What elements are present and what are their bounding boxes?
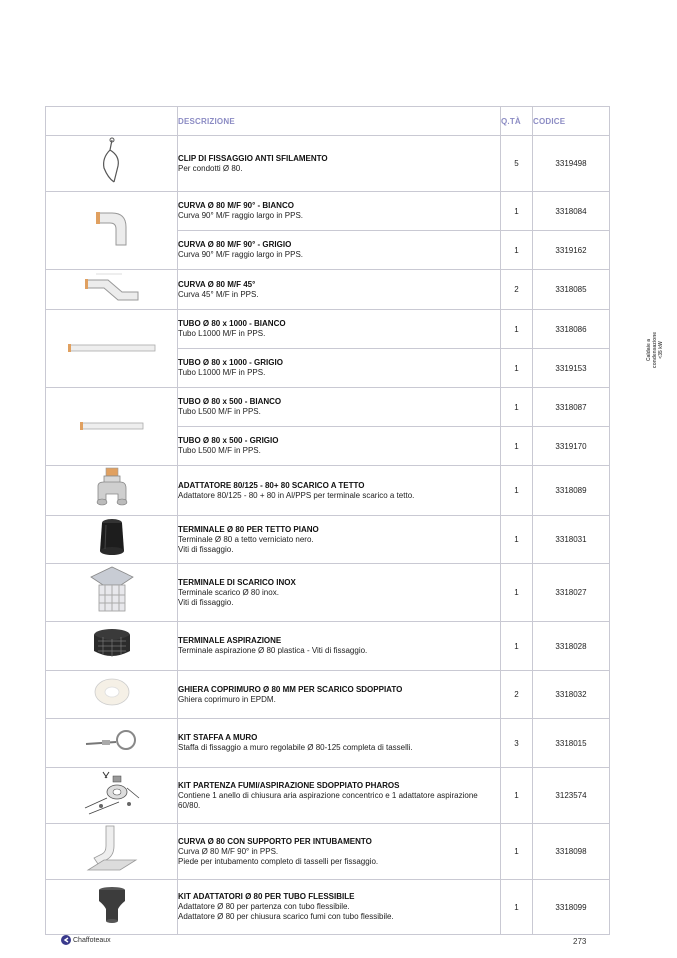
product-line: Adattatore Ø 80 per partenza con tubo flessibile. bbox=[178, 902, 350, 911]
product-line: Staffa di fissaggio a muro regolabile Ø 80-125 completa di tasselli. bbox=[178, 743, 413, 752]
header-image-cell bbox=[46, 107, 178, 136]
product-title: CURVA Ø 80 M/F 45° bbox=[178, 279, 256, 289]
product-line: Terminale Ø 80 a tetto verniciato nero. bbox=[178, 534, 314, 544]
product-qty: 1 bbox=[501, 824, 533, 880]
product-description bbox=[178, 427, 501, 466]
product-qty: 1 bbox=[501, 564, 533, 622]
product-line: Terminale scarico Ø 80 inox. bbox=[178, 587, 279, 597]
table-row bbox=[46, 310, 610, 349]
product-image-cell bbox=[46, 880, 178, 935]
product-title: KIT PARTENZA FUMI/ASPIRAZIONE SDOPPIATO PHAROS bbox=[178, 780, 400, 790]
product-description bbox=[178, 622, 501, 671]
product-qty: 1 bbox=[501, 427, 533, 466]
product-line: Contiene 1 anello di chiusura aria aspirazione concentrico e 1 adattatore aspirazione 60/80. bbox=[178, 790, 478, 810]
product-qty: 1 bbox=[501, 768, 533, 824]
long-pipe-icon bbox=[67, 343, 157, 353]
product-code: 3318085 bbox=[533, 270, 610, 310]
side-tab-label bbox=[646, 332, 664, 368]
product-title: TUBO Ø 80 x 1000 - BIANCO bbox=[178, 319, 286, 328]
product-image-cell bbox=[46, 671, 178, 719]
split-kit-icon bbox=[79, 768, 145, 818]
header-description: DESCRIZIONE bbox=[178, 107, 501, 136]
product-line: Ghiera coprimuro in EPDM. bbox=[178, 694, 276, 704]
product-title: KIT STAFFA A MURO bbox=[178, 733, 258, 742]
product-description bbox=[178, 192, 501, 231]
product-qty: 5 bbox=[501, 136, 533, 192]
product-title: ADATTATORE 80/125 - 80+ 80 SCARICO A TETTO bbox=[178, 480, 365, 490]
product-code: 3318098 bbox=[533, 824, 610, 880]
clip-icon bbox=[92, 136, 132, 186]
product-qty: 1 bbox=[501, 192, 533, 231]
page-number: 273 bbox=[573, 937, 587, 946]
product-code: 3318089 bbox=[533, 466, 610, 516]
product-qty: 1 bbox=[501, 349, 533, 388]
side-tab-line: condensazione bbox=[652, 331, 658, 369]
table-row bbox=[46, 516, 610, 564]
product-qty: 1 bbox=[501, 880, 533, 935]
product-line: Piede per intubamento completo di tasselli per fissaggio. bbox=[178, 856, 379, 866]
product-description bbox=[178, 516, 501, 564]
table-row bbox=[46, 824, 610, 880]
product-qty: 2 bbox=[501, 270, 533, 310]
product-qty: 1 bbox=[501, 466, 533, 516]
product-line: Terminale aspirazione Ø 80 plastica - Viti di fissaggio. bbox=[178, 646, 368, 655]
product-description bbox=[178, 310, 501, 349]
product-line: Viti di fissaggio. bbox=[178, 597, 234, 607]
product-description bbox=[178, 824, 501, 880]
brand-logo bbox=[61, 935, 111, 945]
product-code: 3318032 bbox=[533, 671, 610, 719]
elbow-45-icon bbox=[82, 270, 142, 304]
product-description bbox=[178, 768, 501, 824]
side-tab-line: <35 kW bbox=[658, 341, 664, 359]
header-qty: Q.TÀ bbox=[501, 107, 533, 136]
product-image-cell bbox=[46, 622, 178, 671]
table-row bbox=[46, 719, 610, 768]
product-code: 3319498 bbox=[533, 136, 610, 192]
table-row bbox=[46, 388, 610, 427]
product-line: Curva 45° M/F in PPS. bbox=[178, 289, 259, 299]
product-image-cell bbox=[46, 768, 178, 824]
elbow-white-icon bbox=[92, 205, 132, 251]
brand-logo-icon bbox=[61, 935, 71, 945]
adapter-icon bbox=[92, 466, 132, 510]
product-line: Viti di fissaggio. bbox=[178, 544, 234, 554]
product-image-cell bbox=[46, 270, 178, 310]
table-row bbox=[46, 270, 610, 310]
table-row bbox=[46, 768, 610, 824]
support-elbow-icon bbox=[84, 824, 140, 874]
product-image-cell bbox=[46, 824, 178, 880]
header-code: CODICE bbox=[533, 107, 610, 136]
product-title: KIT ADATTATORI Ø 80 PER TUBO FLESSIBILE bbox=[178, 892, 355, 901]
product-description bbox=[178, 671, 501, 719]
product-image-cell bbox=[46, 310, 178, 388]
product-code: 3319170 bbox=[533, 427, 610, 466]
product-code: 3318027 bbox=[533, 564, 610, 622]
product-line: Curva 90° M/F raggio largo in PPS. bbox=[178, 250, 304, 259]
product-qty: 3 bbox=[501, 719, 533, 768]
brand-name: Chaffoteaux bbox=[73, 936, 111, 944]
grille-terminal-icon bbox=[89, 627, 135, 661]
product-code: 3318086 bbox=[533, 310, 610, 349]
product-title: GHIERA COPRIMURO Ø 80 MM PER SCARICO SDOPPIATO bbox=[178, 684, 403, 694]
inox-terminal-icon bbox=[87, 565, 137, 615]
product-description bbox=[178, 564, 501, 622]
product-title: TUBO Ø 80 x 1000 - GRIGIO bbox=[178, 358, 283, 367]
product-description bbox=[178, 231, 501, 270]
product-description bbox=[178, 349, 501, 388]
side-tab-line: Caldaie a bbox=[646, 339, 652, 361]
product-code: 3123574 bbox=[533, 768, 610, 824]
product-image-cell bbox=[46, 192, 178, 270]
product-title: TERMINALE ASPIRAZIONE bbox=[178, 636, 282, 645]
wall-bracket-icon bbox=[84, 728, 140, 754]
product-code: 3318015 bbox=[533, 719, 610, 768]
table-row bbox=[46, 136, 610, 192]
product-qty: 1 bbox=[501, 310, 533, 349]
product-line: Adattatore Ø 80 per chiusura scarico fumi con tubo flessibile. bbox=[178, 912, 394, 921]
product-qty: 1 bbox=[501, 388, 533, 427]
product-description bbox=[178, 136, 501, 192]
product-qty: 1 bbox=[501, 622, 533, 671]
product-table bbox=[45, 106, 610, 935]
product-line: Adattatore 80/125 - 80 + 80 in Al/PPS per terminale scarico a tetto. bbox=[178, 490, 415, 500]
table-row bbox=[46, 564, 610, 622]
product-line: Curva Ø 80 M/F 90° in PPS. bbox=[178, 846, 279, 856]
product-title: CLIP DI FISSAGGIO ANTI SFILAMENTO bbox=[178, 153, 328, 163]
table-row bbox=[46, 466, 610, 516]
product-line: Curva 90° M/F raggio largo in PPS. bbox=[178, 211, 304, 220]
product-code: 3318084 bbox=[533, 192, 610, 231]
flex-adapter-icon bbox=[92, 885, 132, 925]
black-terminal-icon bbox=[92, 517, 132, 557]
table-row bbox=[46, 192, 610, 231]
product-title: TERMINALE Ø 80 PER TETTO PIANO bbox=[178, 524, 319, 534]
table-row bbox=[46, 622, 610, 671]
product-description bbox=[178, 466, 501, 516]
product-image-cell bbox=[46, 516, 178, 564]
table-header-row bbox=[46, 107, 610, 136]
product-image-cell bbox=[46, 136, 178, 192]
product-description bbox=[178, 880, 501, 935]
product-title: TUBO Ø 80 x 500 - GRIGIO bbox=[178, 436, 279, 445]
product-title: CURVA Ø 80 M/F 90° - BIANCO bbox=[178, 201, 294, 210]
product-code: 3318028 bbox=[533, 622, 610, 671]
product-description bbox=[178, 388, 501, 427]
side-section-tab bbox=[637, 326, 673, 374]
product-code: 3318087 bbox=[533, 388, 610, 427]
product-code: 3319153 bbox=[533, 349, 610, 388]
product-code: 3318099 bbox=[533, 880, 610, 935]
product-title: CURVA Ø 80 CON SUPPORTO PER INTUBAMENTO bbox=[178, 836, 372, 846]
product-line: Tubo L1000 M/F in PPS. bbox=[178, 329, 266, 338]
product-title: CURVA Ø 80 M/F 90° - GRIGIO bbox=[178, 240, 292, 249]
product-qty: 2 bbox=[501, 671, 533, 719]
table-row bbox=[46, 880, 610, 935]
product-title: TUBO Ø 80 x 500 - BIANCO bbox=[178, 397, 282, 406]
product-description bbox=[178, 270, 501, 310]
product-line: Tubo L500 M/F in PPS. bbox=[178, 446, 261, 455]
product-image-cell bbox=[46, 388, 178, 466]
product-qty: 1 bbox=[501, 516, 533, 564]
product-image-cell bbox=[46, 564, 178, 622]
product-image-cell bbox=[46, 719, 178, 768]
short-pipe-icon bbox=[79, 421, 145, 431]
table-row bbox=[46, 671, 610, 719]
product-line: Tubo L500 M/F in PPS. bbox=[178, 407, 261, 416]
product-line: Tubo L1000 M/F in PPS. bbox=[178, 368, 266, 377]
product-title: TERMINALE DI SCARICO INOX bbox=[178, 577, 296, 587]
wall-ring-icon bbox=[92, 677, 132, 707]
product-line: Per condotti Ø 80. bbox=[178, 163, 243, 173]
product-qty: 1 bbox=[501, 231, 533, 270]
product-description bbox=[178, 719, 501, 768]
product-code: 3319162 bbox=[533, 231, 610, 270]
product-image-cell bbox=[46, 466, 178, 516]
product-code: 3318031 bbox=[533, 516, 610, 564]
